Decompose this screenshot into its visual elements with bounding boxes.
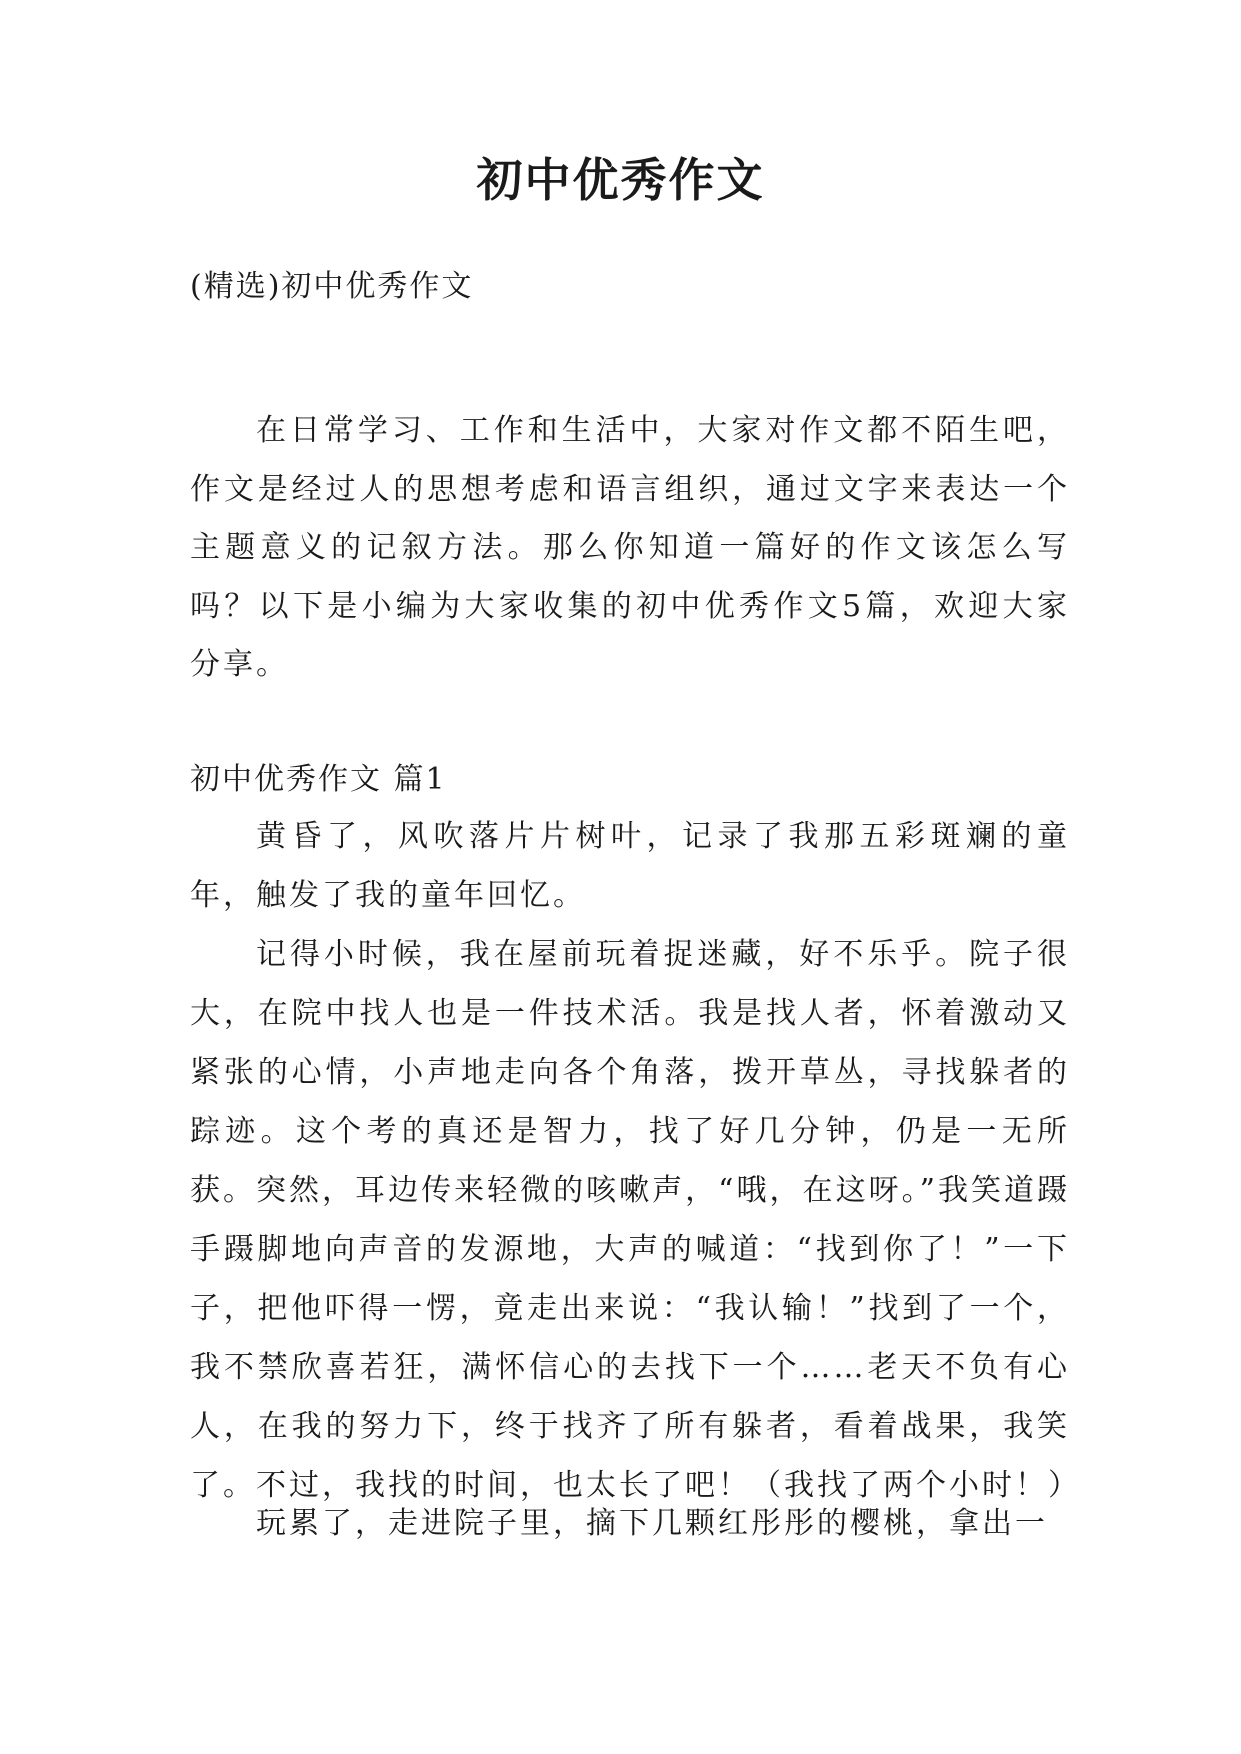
intro-paragraph: 在日常学习、工作和生活中，大家对作文都不陌生吧，作文是经过人的思想考虑和语言组织，通过文字来表达一个主题意义的记叙方法。那么你知道一篇好的作文该怎么写吗？以下是小编为大家收集的初中优秀作文5篇，欢迎大家分享。 [190, 413, 1070, 682]
body-paragraph: 黄昏了，风吹落片片树叶，记录了我那五彩斑斓的童年，触发了我的童年回忆。 [190, 819, 1070, 913]
body-paragraph: 玩累了，走进院子里，摘下几颗红彤彤的樱桃，拿出一 [256, 1506, 1048, 1541]
document-title: 初中优秀作文 [476, 153, 765, 207]
section-heading: 初中优秀作文 篇1 [190, 762, 447, 797]
document-subtitle: (精选)初中优秀作文 [190, 269, 474, 304]
body-paragraph: 记得小时候，我在屋前玩着捉迷藏，好不乐乎。院子很大，在院中找人也是一件技术活。我是找人者，怀着激动又紧张的心情，小声地走向各个角落，拨开草丛，寻找躲者的踪迹。这个考的真还是智力，找了好几分钟，仍是一无所获。突然，耳边传来轻微的咳嗽声，“哦，在这呀。”我笑道蹑手蹑脚地向声音的发源地，大声的喊道：“找到你了！”一下子，把他吓得一愣，竟走出来说：“我认输！”找到了一个，我不禁欣喜若狂，满怀信心的去找下一个……老天不负有心人，在我的努力下，终于找齐了所有躲者，看着战果，我笑了。不过，我找的时间，也太长了吧！（我找了两个小时！） [190, 937, 1081, 1503]
